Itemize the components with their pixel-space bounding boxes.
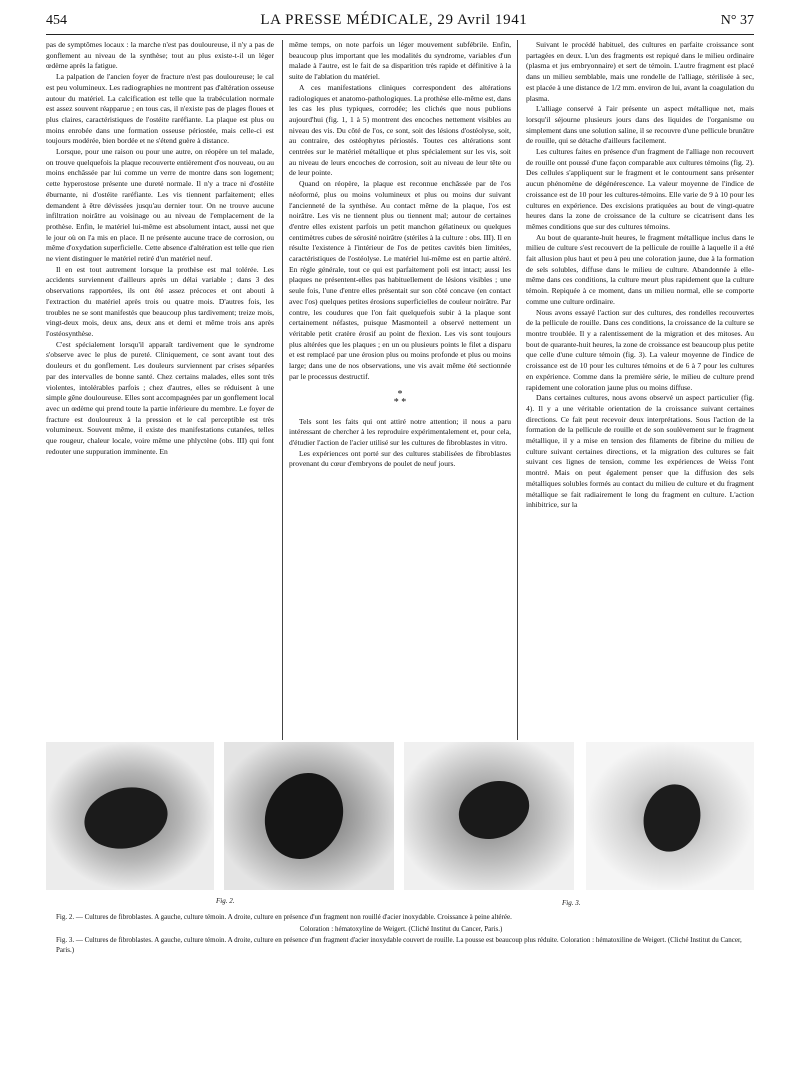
fig2-left-culture-image — [46, 742, 214, 890]
figure-captions — [56, 913, 746, 957]
figure-plates — [46, 742, 754, 890]
paragraph: Il en est tout autrement lorsque la prothèse est mal tolérée. Les accidents surviennent d'ailleurs après un délai variable ; dans 3 des observations rapportées, ils ont été assez précoces et ont abouti à l'extraction du matériel après trois ou quatre mois. D'autres fois, les troubles ne se sont manifestés que beaucoup plus tardivement; treize mois, vingt-deux mois, deux ans, deux ans et demi et même trois ans après l'ostéosynthèse. — [46, 264, 274, 338]
paragraph: La palpation de l'ancien foyer de fracture n'est pas douloureuse; le cal est peu volumineux. Les radiographies ne montrent pas d'altération osseuse autour du matériel. La calcification est telle que la trabéculation normale est assez souvent réapparue ; en tous cas, il n'existe pas de plages floues et plus claires, caractéristiques de l'ostéite raréfiante. La plaque est plus ou moins enrobée dans une formation osseuse périostée, mais celle-ci est toujours modérée, bien bordée et ne s'étend guère à distance. — [46, 72, 274, 146]
journal-title: LA PRESSE MÉDICALE, 29 Avril 1941 — [260, 12, 528, 28]
paragraph: Quand on réopère, la plaque est reconnue enchâssée par de l'os néoformé, plus ou moins volumineux et plus ou moins dur suivant l'ancienneté de la synthèse. Au contact même de la plaque, l'os est noirâtre. Les vis ne tiennent plus ou tiennent mal; autour de certaines d'entre elles existent parfois un petit manchon gélatineux ou quelques centimètres cubes de sérosité noirâtre (stériles à la culture : obs. III). Il en résulte l'existence à l'intérieur de l'os de petites cavités bien limitées, caractéristiques de l'ostéolyse. Le matériel lui-même est en partie altéré. En règle générale, tout ce qui est parfaitement poli est intact; aussi les plaques ne présentent-elles pas habituellement de lésions visibles ; une seule fois, l'une d'entre elles présentait sur son côté concave (en contact avec l'os) quelques petites érosions superficielles de couleur noirâtre. Par contre, les coudures que l'on fait quelquefois subir à la plaque sont certainement néfastes, puisque Masmonteil a observé nettement un véritable petit cratère érosif au point de flexion. Les vis sont toujours plus altérées que les plaques ; en un ou plusieurs points le filet a disparu et est remplacé par une érosion plus ou moins profonde et plus ou moins large; dans une de nos observations, une vis avait même été sectionnée par le processus destructif. — [289, 179, 511, 381]
article-columns — [46, 40, 754, 740]
paragraph: C'est spécialement lorsqu'il apparaît tardivement que le syndrome s'observe avec le plus de pureté. Cliniquement, ce sont avant tout des douleurs et du gonflement. Les douleurs surviennent par crises séparées par des intervalles de bonne santé. Chez certains malades, elles sont très violentes, intolérables parfois ; chez d'autres, elles se réduisent à une simple gêne douloureuse. Elles sont accompagnées par un gonflement local avec un œdème qui prend toute la partie inférieure du membre. Le foyer de fracture est douloureux à la pression et le cal perceptible est très volumineux. Souvent même, il existe des manifestations cutanées, telles que rougeur, chaleur locale, voire même une phlyctène (obs. III) qui font redouter une suppuration imminente. En — [46, 339, 275, 456]
fig3-left-culture-image — [404, 742, 574, 890]
paragraph: Au bout de quarante-huit heures, le fragment métallique inclus dans le milieu de culture s'est recouvert de la pellicule de rouille à laquelle il a été fait allusion plus haut et peu à peu une coloration jaune, due à la formation de sels solubles, diffuse dans le milieu de culture. Abandonnée à elle-même dans ces conditions, la culture meurt plus rapidement que la culture témoin. Repiquée à ce moment, dans un milieu normal, elle se comporte comme une culture ordinaire. — [526, 232, 754, 306]
page-header — [46, 12, 754, 35]
journal-name: LA PRESSE MÉDICALE — [260, 12, 429, 28]
column-left — [46, 40, 274, 740]
paragraph: Les expériences ont porté sur des cultures stabilisées de fibroblastes provenant du cœur d'embryons de poulet de neuf jours. — [289, 448, 511, 469]
fig3-caption: Fig. 3. — Cultures de fibroblastes. A gauche, culture témoin. A droite, culture en présence d'un fragment d'acier inoxydable couvert de rouille. La pousse est beaucoup plus réduite. Coloration : hématoxiline de Weigert. (Cliché Institut du Cancer, Paris.) — [56, 936, 742, 954]
issue-number: N° 37 — [720, 13, 754, 28]
fig2-caption: Fig. 2. — Cultures de fibroblastes. A gauche, culture témoin. A droite, culture en présence d'un fragment non rouillé d'acier inoxydable. Croissance à peine altérée. — [56, 913, 512, 921]
column-right — [526, 40, 754, 740]
paragraph: même temps, on note parfois un léger mouvement subfébrile. Enfin, beaucoup plus important que les modalités du syndrome, variables d'un malade à l'autre, est le fait de sa disparition très rapide et définitive à la suite de l'ablation du matériel. — [289, 40, 511, 82]
paragraph: pas de symptômes locaux : la marche n'est pas douloureuse, il n'y a pas de gonflement au niveau de la synthèse; tout au plus existe-t-il un léger œdème après la fatigue. — [46, 40, 274, 71]
paragraph: L'alliage conservé à l'air présente un aspect métallique net, mais lorsqu'il séjourne plusieurs jours dans des liquides de l'organisme ou simplement dans une solution saline, il se recouvre d'une pellicule brunâtre de rouille, qui se détache d'ailleurs facilement. — [526, 104, 754, 146]
paragraph: Nous avons essayé l'action sur des cultures, des rondelles recouvertes de la pellicule de rouille. Dans ces conditions, la croissance de la culture se montre troublée. Il y a ralentissement de la migration et des mitoses. Au bout de quarante-huit heures, la zone de croissance est beaucoup plus petite que celle d'une culture témoin (fig. 3). La valeur moyenne de l'indice de croissance est de 10 pour les cultures témoins et de 6 à 7 pour les cultures en expérience. Comme dans la première série, le milieu de culture prend rapidement une coloration jaune plus ou moins diffuse. — [526, 307, 754, 392]
fig3-right-culture-image — [586, 742, 754, 890]
paragraph: Suivant le procédé habituel, des cultures en parfaite croissance sont partagées en deux. L'un des fragments est repiqué dans le milieu ordinaire (plasma et jus embryonnaire) et sert de témoin. L'autre fragment est placé dans un milieu semblable, mais une rondelle de l'alliage, stérilisée à sec, est placée à une distance de 1/2 mm. environ de lui, avant la coagulation du plasma. — [526, 40, 755, 103]
paragraph: Les cultures faites en présence d'un fragment de l'alliage non recouvert de rouille ont poussé d'une façon comparable aux cultures témoins (fig. 2). Des cellules s'appliquent sur le fragment et le contournent sans présenter aucun phénomène de dégénérescence. La valeur moyenne de l'indice de croissance est de 10 pour les cultures-témoins. Elle varie de 9 à 10 pour les cultures en expérience. Des excisions pratiquées au bout de vingt-quatre heures dans la zone de croissance de la culture se cicatrisent dans les mêmes conditions que sur des cultures témoins. — [526, 147, 754, 231]
paragraph: Dans certaines cultures, nous avons observé un aspect particulier (fig. 4). Il y a une véritable orientation de la croissance suivant certaines directions. Ce fait peut recevoir deux interprétations. Sous l'action de la formation de la pellicule de rouille et de son soulèvement sur le fragment métallique, il y a mise en tension des filaments de fibrine du milieu de culture suivant certaines directions, et la migration des cultures se fait suivant ces lignes de tension, comme les expériences de Weiss l'ont montré. Mais on peut également penser que la diffusion des sels métalliques solubles formés au contact du milieu de culture et du fragment métallique se fait radiairement le long du fragment en culture. L'action inhibitrice, sur la — [526, 393, 754, 510]
fig2-right-culture-image — [224, 742, 394, 890]
paragraph: Lorsque, pour une raison ou pour une autre, on réopère un tel malade, on trouve quelquefois la plaque recouverte entièrement d'os nouveau, ou au moins enchâssée par lui comme un verre de montre dans son logement; cette hyperostose présente une dureté normale. Il n'y a trace ni d'ostéite éburnante, ni d'ostéite raréfiante. Les vis tiennent parfaitement; elles demandent à être dévissées jusqu'au dernier tour. On ne trouve aucune infiltration noirâtre au voisinage ou au niveau de l'emplacement de la prothèse. Enfin, le matériel lui-même est absolument intact, aussi net que le jour où on l'a mis en place. Il ne présente aucune trace de corrosion, ou même d'oxydation superficielle. Cette absence d'altération est telle que rien ne vient distinguer le matériel retiré d'un matériel neuf. — [46, 147, 274, 264]
section-separator: * * * — [393, 388, 407, 408]
fig2-caption-credit: Coloration : hématoxyline de Weigert. (Cliché Institut du Cancer, Paris.) — [299, 924, 503, 933]
issue-date: 29 Avril 1941 — [437, 12, 528, 28]
paragraph: A ces manifestations cliniques correspondent des altérations radiologiques et anatomo-pathologiques. La prothèse elle-même est, dans les cas les plus typiques, corrodée; les clichés que nous publions aujourd'hui (fig. 1, 1 à 5) montrent des encoches nettement visibles au niveau des vis. Du côté de l'os, ce sont, soit des lésions d'ostéolyse, soit, au contraire, des ostéophytes périostés. Toutes ces altérations sont centrées sur le matériel métallique et plus spécialement sur les vis, soit au niveau de leurs encoches de corrosion, soit au niveau de leur tête ou de leur pointe. — [289, 82, 511, 178]
fig3-label: Fig. 3. — [562, 899, 581, 907]
page-number: 454 — [46, 13, 67, 28]
paragraph: Tels sont les faits qui ont attiré notre attention; il nous a paru intéressant de chercher à les reproduire expérimentalement et, pour cela, d'étudier l'action de l'acier utilisé sur les cultures de fibroblastes in vitro. — [289, 416, 511, 447]
fig2-label: Fig. 2. — [216, 897, 235, 905]
column-middle — [282, 40, 518, 740]
